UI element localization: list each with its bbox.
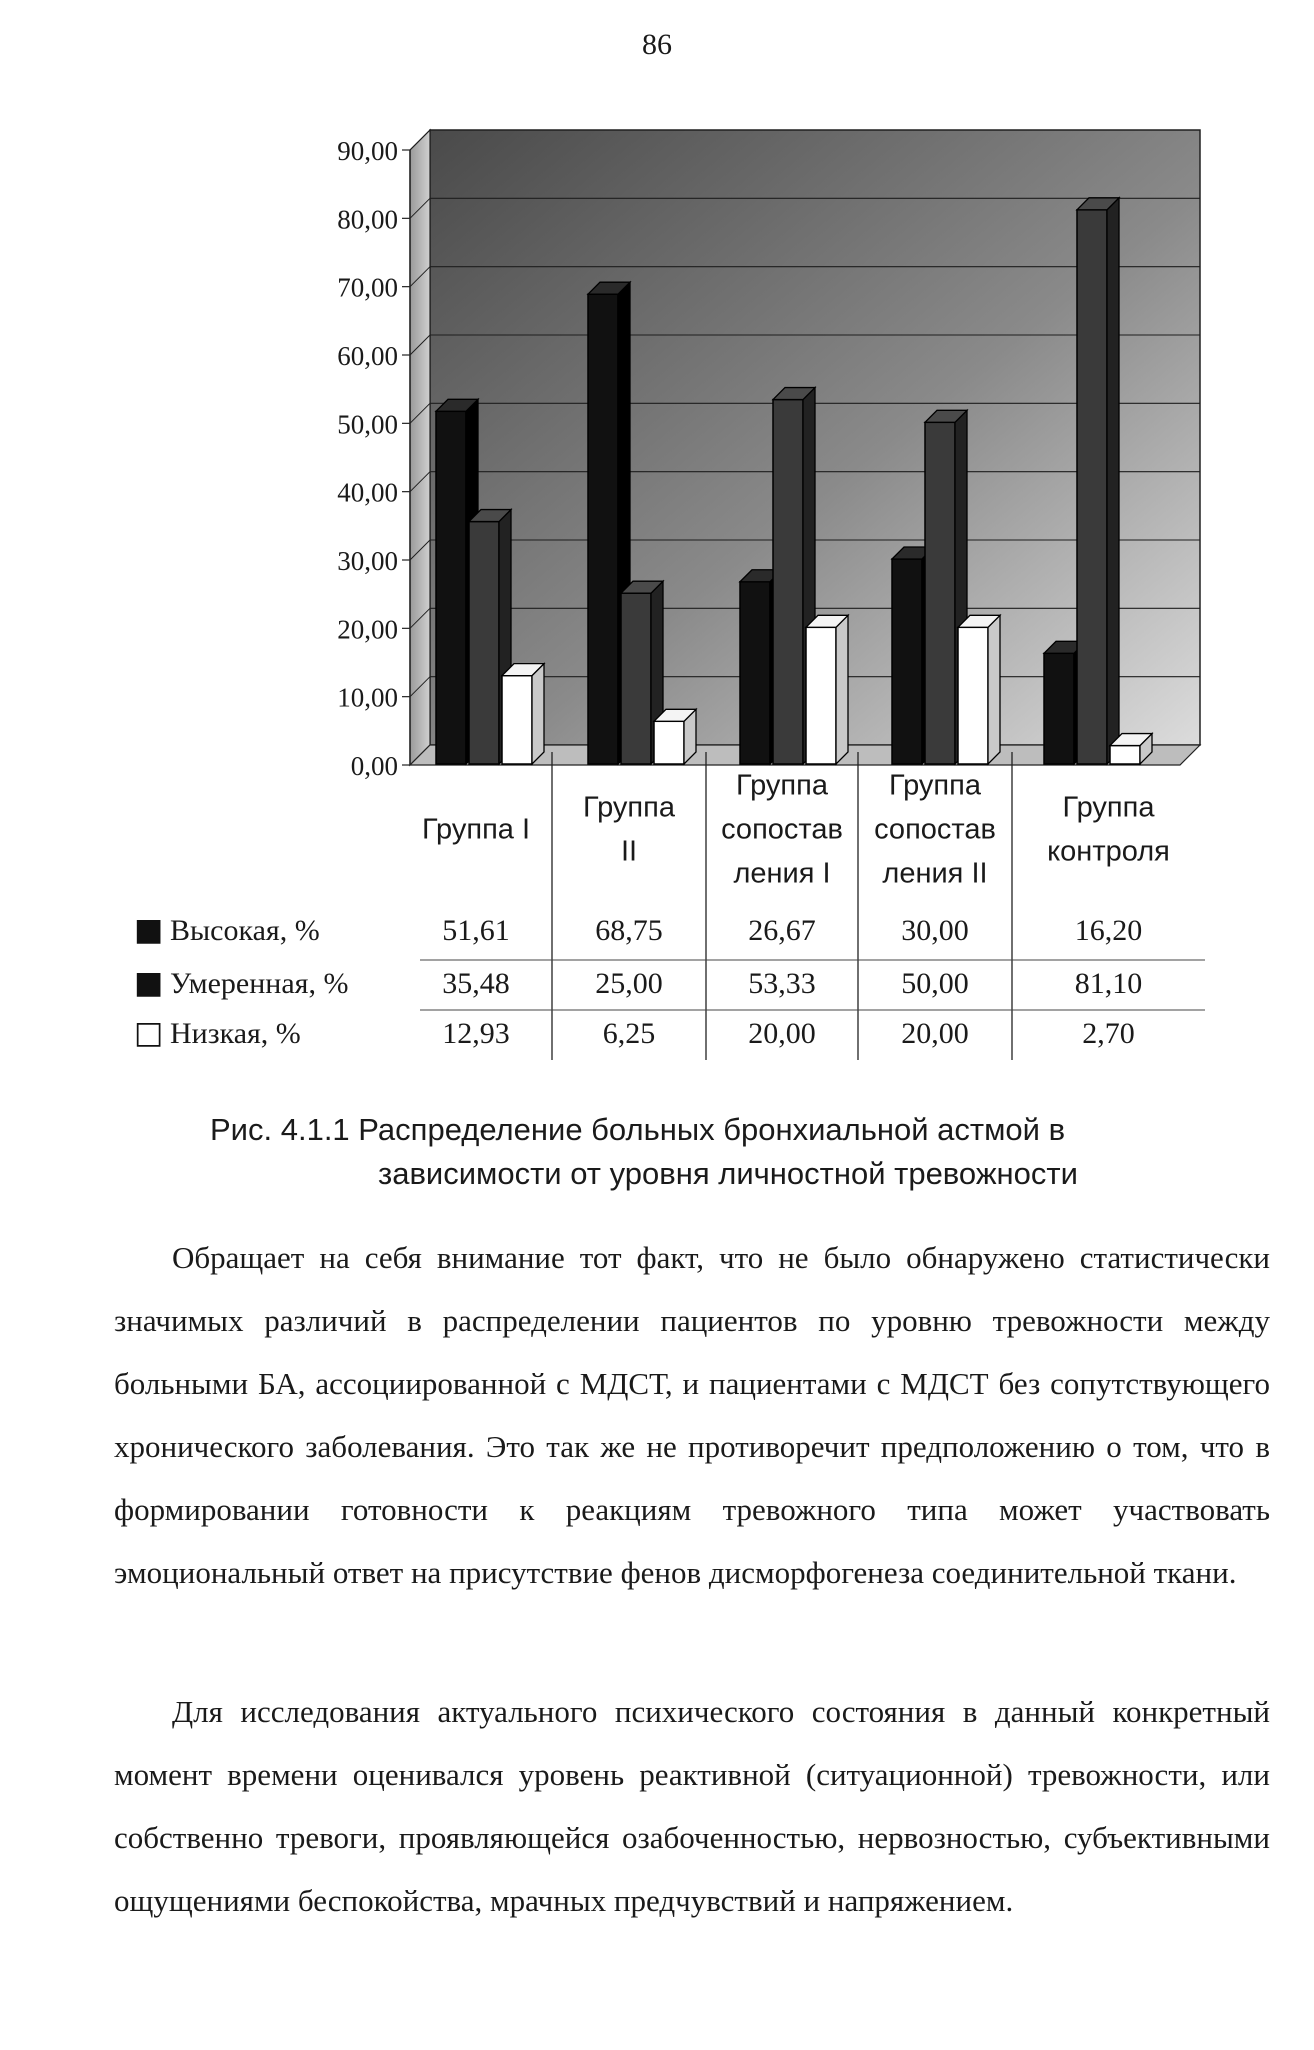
y-tick-label: 60,00 bbox=[337, 341, 398, 371]
bar-front bbox=[469, 522, 499, 764]
legend-label: Низкая, % bbox=[170, 1017, 301, 1050]
bar-5-2 bbox=[1077, 198, 1119, 764]
y-tick-label: 10,00 bbox=[337, 682, 398, 713]
data-label: 2,70 bbox=[1082, 1017, 1135, 1050]
category-label: ления II bbox=[882, 857, 988, 890]
data-label: 51,61 bbox=[442, 914, 510, 947]
legend-marker: ■ bbox=[134, 912, 164, 948]
bar-4-3 bbox=[958, 615, 1000, 764]
data-label: 30,00 bbox=[901, 914, 969, 947]
data-label: 20,00 bbox=[901, 1017, 969, 1050]
figure-caption bbox=[210, 1108, 1078, 1196]
legend-label: Высокая, % bbox=[170, 914, 320, 947]
page-number: 86 bbox=[642, 28, 672, 61]
bar-side bbox=[1107, 198, 1119, 764]
chart-data-table bbox=[134, 752, 1205, 1060]
data-label: 81,10 bbox=[1074, 967, 1143, 1000]
bar-1-3 bbox=[502, 664, 544, 764]
bar-front bbox=[1110, 746, 1140, 764]
category-label: II bbox=[620, 835, 638, 868]
bar-front bbox=[502, 676, 532, 764]
y-tick-label: 90,00 bbox=[337, 136, 398, 166]
category-label: сопостав bbox=[874, 813, 996, 846]
data-label: 25,00 bbox=[595, 967, 663, 1000]
bar-front bbox=[740, 582, 770, 764]
data-label: 50,00 bbox=[901, 967, 969, 1000]
bar-side bbox=[532, 664, 544, 764]
y-tick-label: 70,00 bbox=[337, 272, 398, 303]
legend-label: Умеренная, % bbox=[170, 967, 349, 1000]
bar-front bbox=[1044, 653, 1074, 764]
category-label: ления I bbox=[733, 857, 831, 890]
bar-front bbox=[892, 559, 922, 764]
bar-front bbox=[958, 627, 988, 764]
y-tick-label: 80,00 bbox=[337, 204, 398, 235]
data-label: 26,67 bbox=[748, 914, 816, 947]
bar-front bbox=[621, 593, 651, 764]
paragraph-2: Для исследования актуального психического состояния в данный конкретный момент времени оценивался уровень реактивной (ситуационной) тревожности, или собственно тревоги, проявляющейся озабоченностью, нервозностью, субъективными ощущениями беспокойства, мрачных предчувствий и напряжением. bbox=[114, 1694, 1270, 1918]
y-tick-label: 20,00 bbox=[337, 614, 398, 645]
category-label: Группа bbox=[736, 769, 828, 802]
bar-front bbox=[654, 721, 684, 764]
category-label: Группа bbox=[1062, 791, 1155, 824]
data-label: 53,33 bbox=[748, 967, 816, 1000]
y-axis-tick-labels bbox=[337, 136, 398, 781]
data-label: 16,20 bbox=[1074, 914, 1143, 947]
bar-side bbox=[988, 615, 1000, 764]
bar-front bbox=[773, 400, 803, 764]
legend-marker: □ bbox=[134, 1015, 164, 1051]
chart-side-wall bbox=[410, 130, 430, 765]
category-label: контроля bbox=[1047, 835, 1170, 868]
category-label: сопостав bbox=[721, 813, 843, 846]
paragraph-1: Обращает на себя внимание тот факт, что не было обнаружено статистически значимых различий в распределении пациентов по уровню тревожности между больными БА, ассоциированной с МДСТ, и пациентами с МДСТ без сопутствующего хронического заболевания. Это так же не противоречит предположению о том, что в формировании готовности к реакциям тревожного типа может участвовать эмоциональный ответ на присутствие фенов дисморфогенеза соединительной ткани. bbox=[114, 1240, 1270, 1590]
data-label: 6,25 bbox=[602, 1017, 656, 1050]
bar-front bbox=[588, 294, 618, 764]
bar-side bbox=[836, 615, 848, 764]
data-label: 12,93 bbox=[442, 1017, 510, 1050]
y-tick-label: 50,00 bbox=[337, 409, 398, 440]
bar-front bbox=[806, 627, 836, 764]
data-label: 35,48 bbox=[442, 967, 510, 1000]
legend-marker: ■ bbox=[134, 965, 164, 1001]
caption-line-1: Рис. 4.1.1 Распределение больных бронхиальной астмой в bbox=[210, 1112, 1066, 1147]
category-label: Группа I bbox=[421, 813, 531, 846]
category-label: Группа bbox=[889, 769, 981, 802]
caption-line-2: зависимости от уровня личностной тревожности bbox=[378, 1156, 1078, 1191]
bar-3-3 bbox=[806, 615, 848, 764]
bar-front bbox=[1077, 210, 1107, 764]
y-tick-label: 0,00 bbox=[350, 751, 398, 781]
bar-front bbox=[436, 411, 466, 764]
data-label: 20,00 bbox=[748, 1017, 816, 1050]
bar-front bbox=[925, 422, 955, 764]
y-tick-label: 30,00 bbox=[337, 546, 398, 576]
category-label: Группа bbox=[583, 791, 675, 824]
y-tick-label: 40,00 bbox=[337, 477, 398, 508]
data-label: 68,75 bbox=[595, 914, 663, 947]
bar-2-3 bbox=[654, 709, 696, 764]
